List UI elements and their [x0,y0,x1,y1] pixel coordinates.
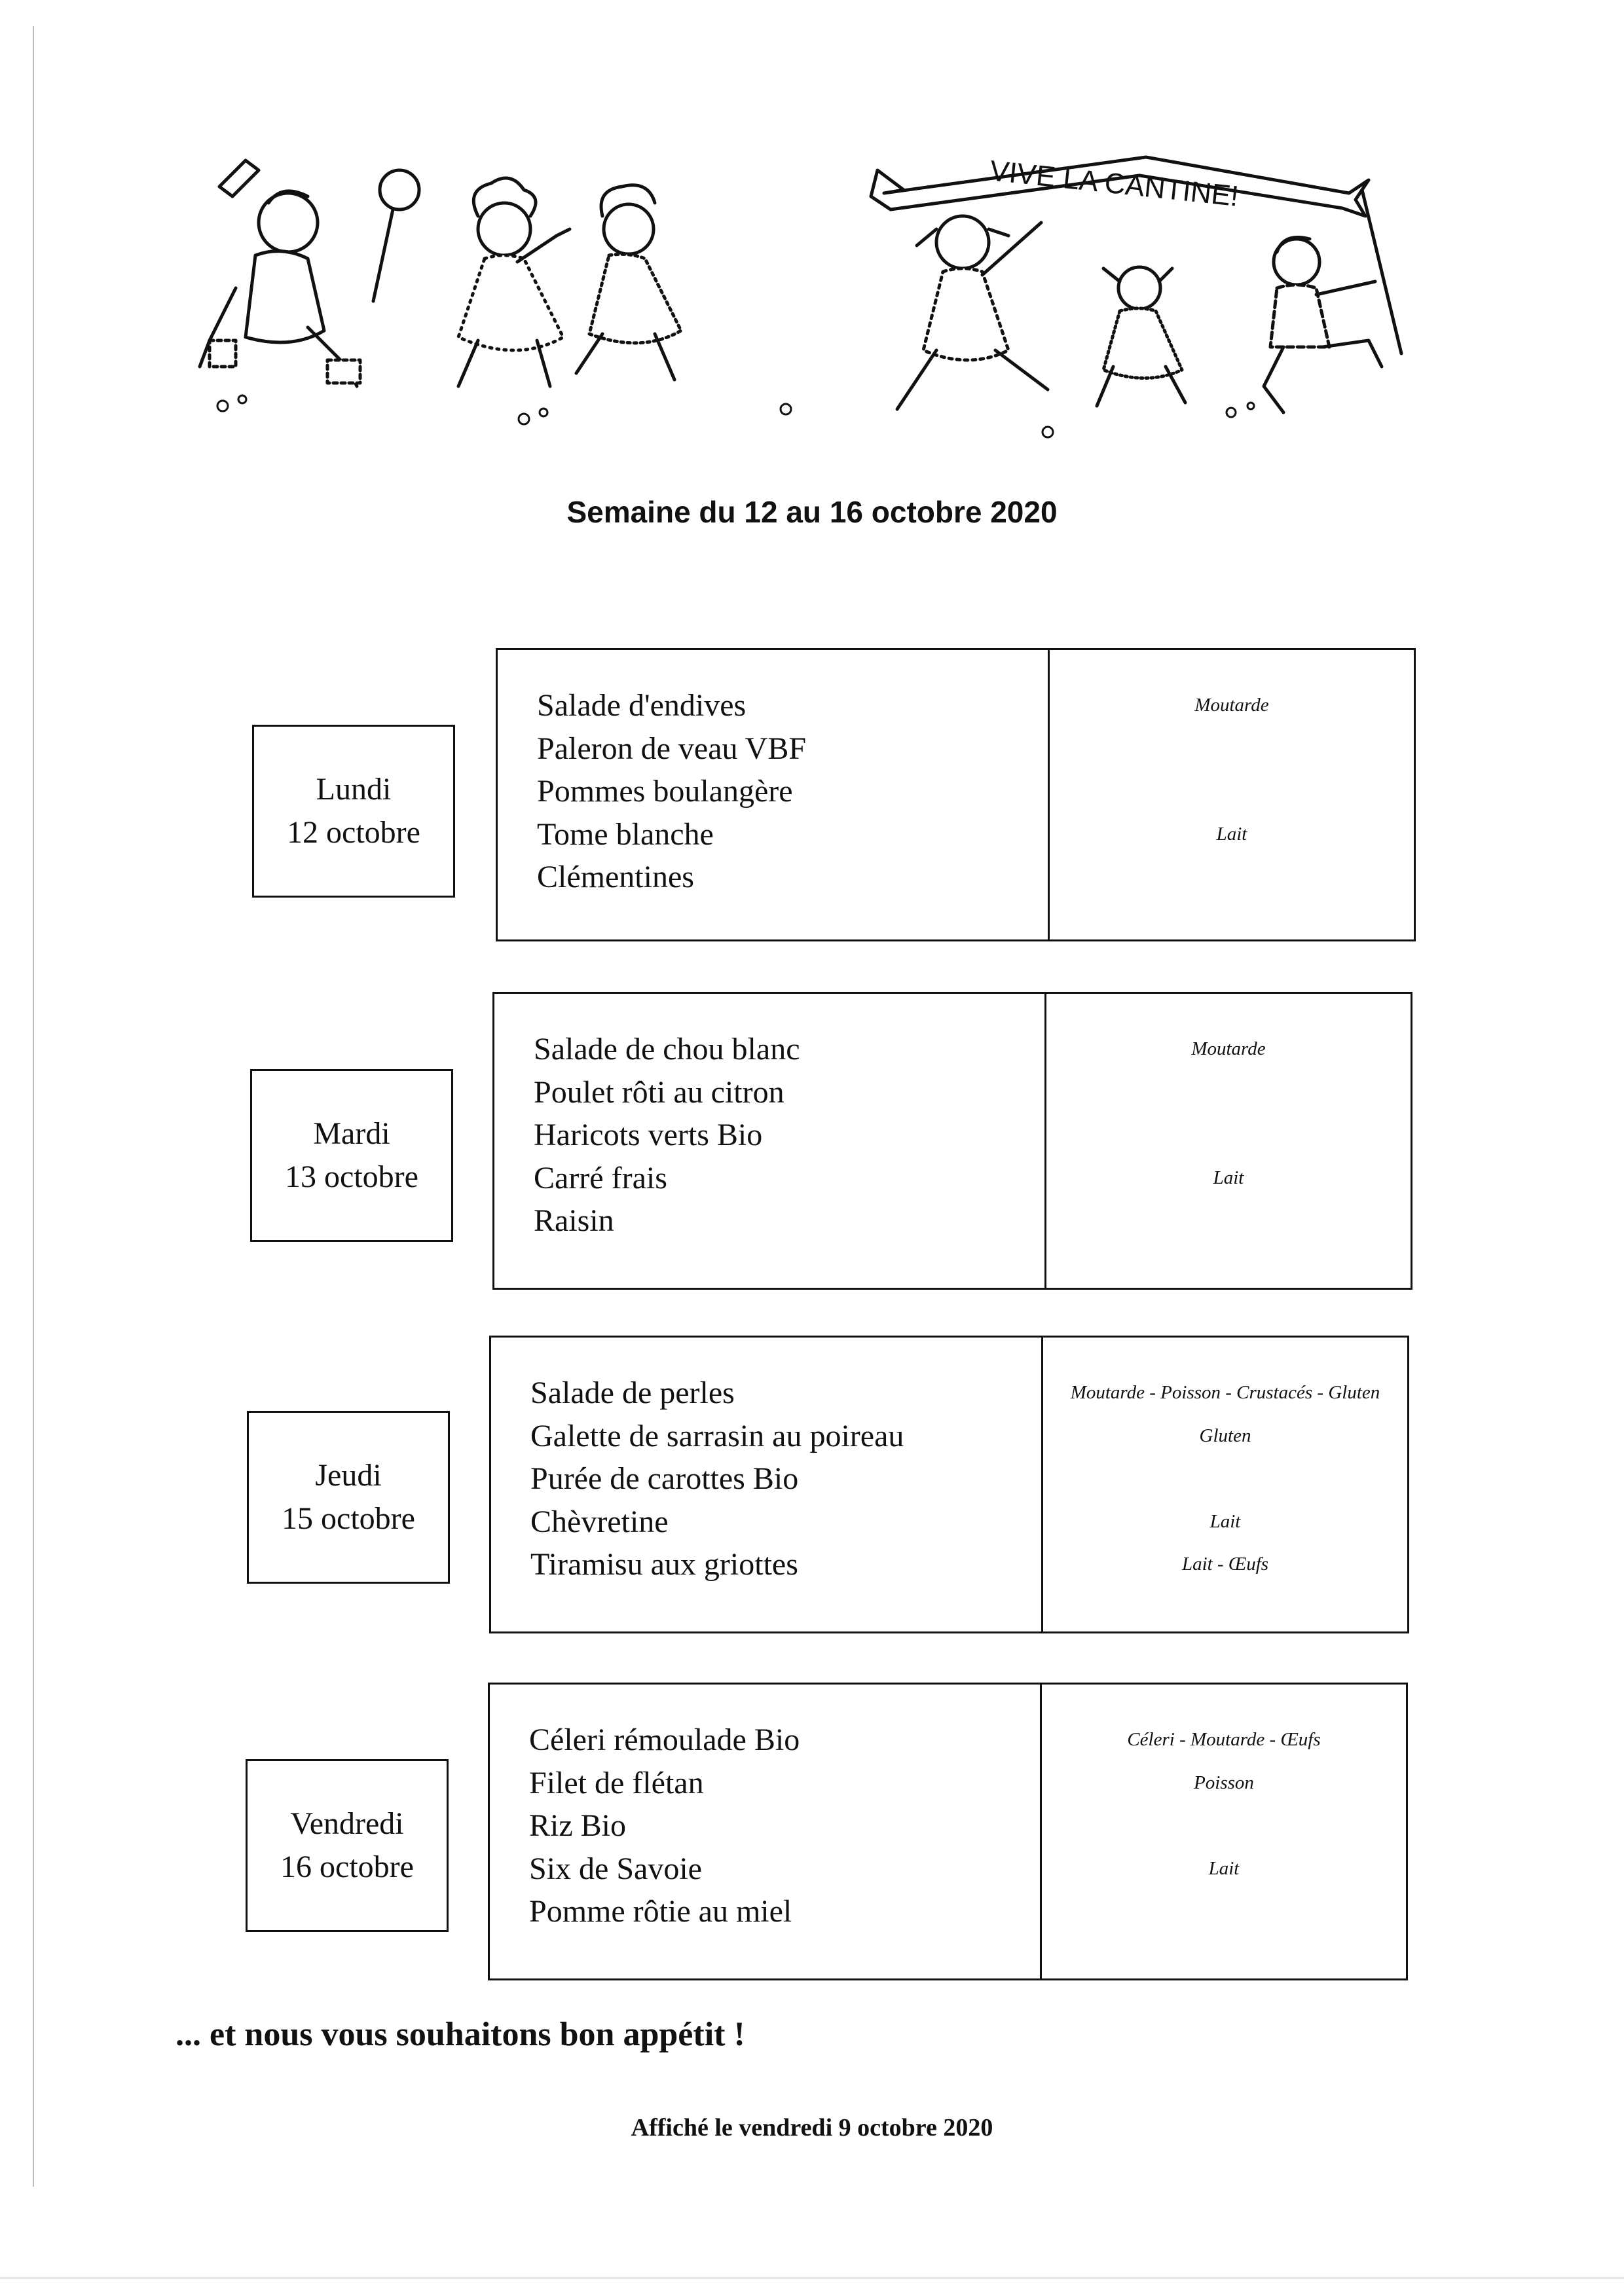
dish-item: Salade de chou blanc [534,1032,800,1066]
dish-item: Salade d'endives [537,688,747,723]
dish-item: Haricots verts Bio [534,1118,763,1152]
day-date: 16 octobre [280,1850,414,1884]
dish-item: Tome blanche [537,816,714,852]
allergen-item: Lait - Œufs [1181,1554,1269,1575]
allergen-list [1050,650,1414,939]
day-date: 12 octobre [287,815,420,850]
girl-figure-1 [458,178,570,386]
allergen-item [1042,1890,1406,1933]
day-date: 13 octobre [285,1159,418,1194]
bottom-edge-line [0,2277,1624,2279]
allergen-item: Moutarde [1191,1038,1266,1059]
boy-figure [1264,238,1382,413]
day-box-mardi [250,1069,453,1242]
allergen-item [1050,727,1414,771]
dish-item: Six de Savoie [529,1851,702,1886]
left-margin-line [33,26,34,2187]
allergen-item [1050,856,1414,899]
allergen-item: Lait [1209,1510,1241,1532]
dish-item: Filet de flétan [529,1765,704,1800]
day-box-lundi [252,725,455,898]
allergen-item: Céleri - Moutarde - Œufs [1127,1729,1321,1750]
allergen-item: Moutarde - Poisson - Crustacés - Gluten [1070,1382,1380,1403]
day-name: Lundi [316,772,392,807]
dish-item: Pomme rôtie au miel [529,1894,792,1929]
allergen-item: Lait [1216,823,1247,845]
dish-item: Céleri rémoulade Bio [529,1722,800,1757]
menu-box-lundi [496,648,1416,941]
closing-message: ... et nous vous souhaitons bon appétit ! [175,2016,745,2053]
allergen-item [1042,1804,1406,1848]
allergen-item: Poisson [1194,1772,1254,1793]
allergen-list [1042,1685,1406,1978]
day-date: 15 octobre [282,1501,415,1536]
allergen-item: Lait [1213,1167,1244,1188]
girl-figure-4 [1097,267,1185,406]
dish-item: Carré frais [534,1160,667,1195]
dish-item: Poulet rôti au citron [534,1074,784,1110]
week-title: Semaine du 12 au 16 octobre 2020 [566,495,1058,529]
allergen-item [1050,770,1414,813]
day-name: Mardi [313,1116,390,1151]
day-box-jeudi [247,1411,450,1584]
posted-date: Affiché le vendredi 9 octobre 2020 [631,2114,993,2141]
menu-box-vendredi [488,1683,1408,1980]
allergen-item [1046,1071,1411,1114]
allergen-list [1046,994,1411,1288]
dish-item: Salade de perles [530,1376,735,1410]
allergen-item [1046,1114,1411,1157]
allergen-item: Gluten [1199,1425,1251,1446]
dish-item: Purée de carottes Bio [530,1461,799,1496]
dish-item: Pommes boulangère [537,774,793,809]
day-name: Vendredi [290,1806,404,1841]
dish-list [498,650,1050,939]
dish-item: Riz Bio [529,1808,627,1843]
dish-item: Chèvretine [530,1504,669,1539]
cantine-illustration [196,131,1428,471]
girl-figure-2 [576,185,681,380]
menu-box-jeudi [489,1336,1409,1633]
menu-box-mardi [492,992,1412,1290]
dish-list [490,1685,1042,1978]
dish-item: Tiramisu aux griottes [530,1547,798,1582]
day-name: Jeudi [315,1458,382,1493]
cook-figure [200,160,419,386]
dish-item: Paleron de veau VBF [537,731,807,766]
dish-item: Galette de sarrasin au poireau [530,1418,904,1453]
girl-figure-3 [897,216,1048,409]
allergen-list [1043,1338,1407,1631]
dish-list [494,994,1046,1288]
dish-item: Clémentines [537,860,694,894]
allergen-item [1046,1199,1411,1243]
allergen-item [1043,1457,1407,1501]
day-box-vendredi [246,1759,449,1932]
dish-item: Raisin [534,1203,614,1238]
allergen-item: Lait [1208,1857,1240,1879]
allergen-item: Moutarde [1194,695,1269,716]
dish-list [491,1338,1043,1631]
banner-slogan: VIVE LA CANTINE! [988,155,1240,213]
